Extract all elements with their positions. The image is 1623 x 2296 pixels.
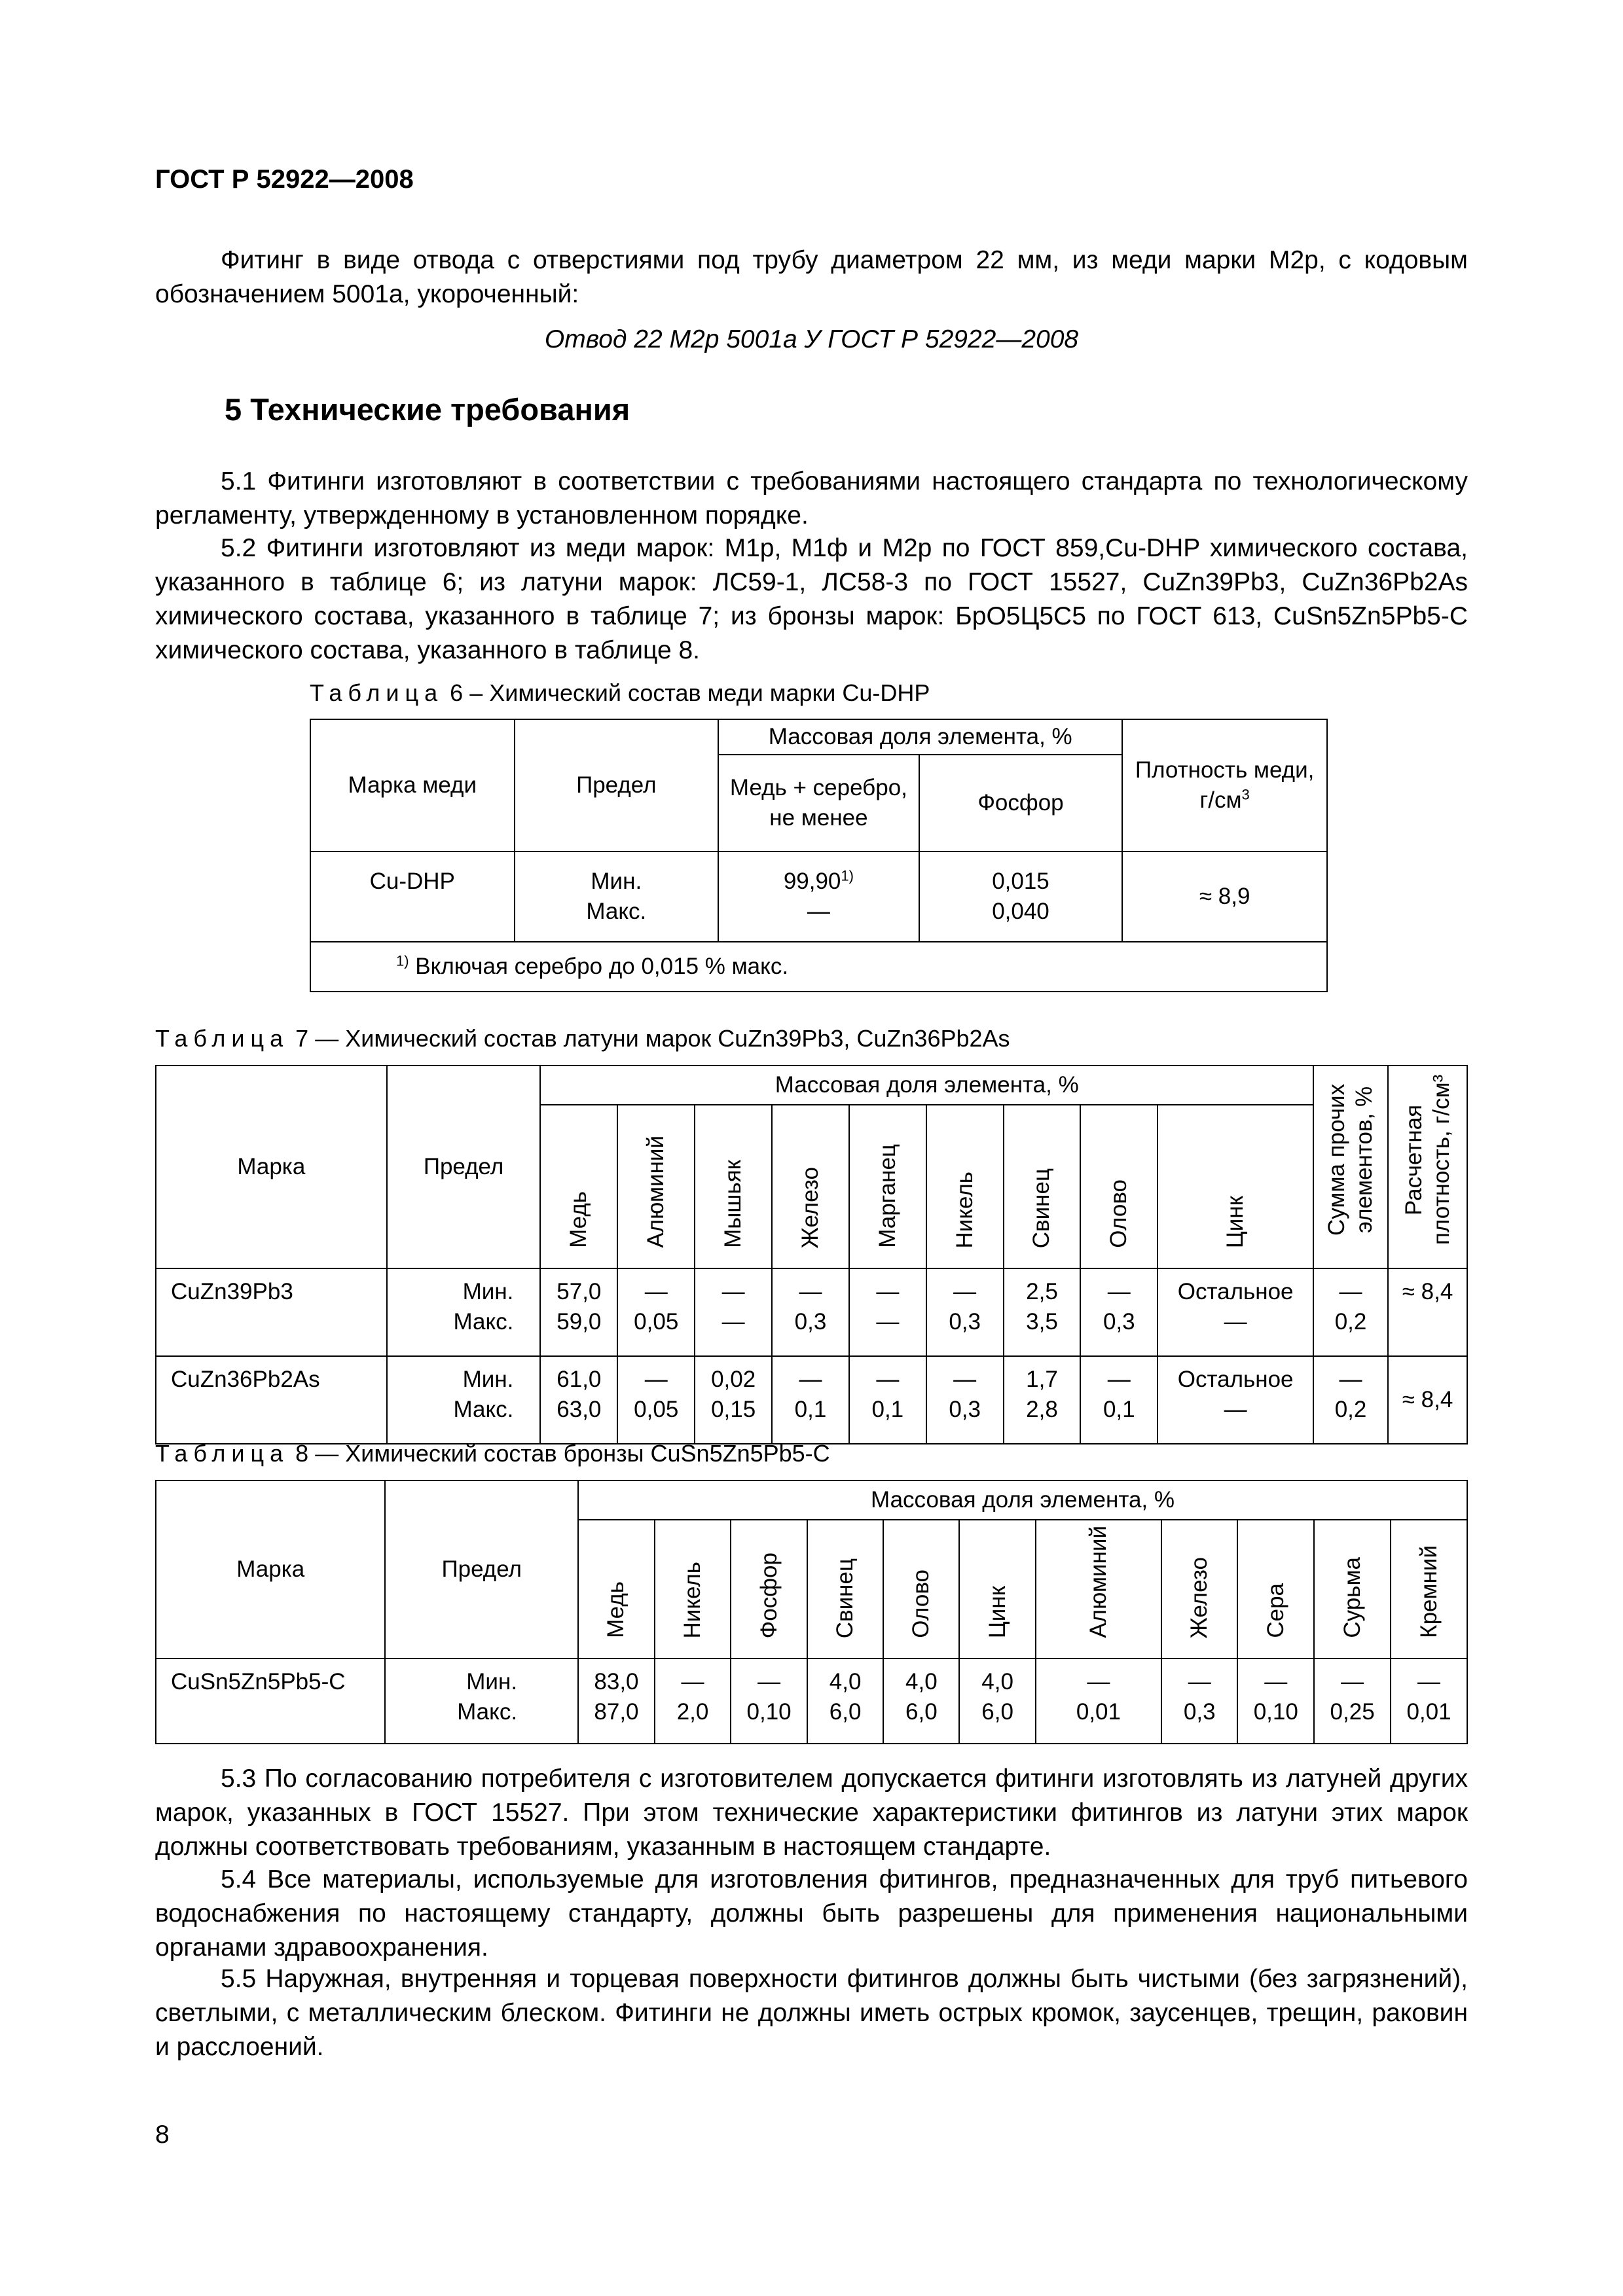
t8-col-0: Медь [578,1520,655,1659]
t8-col-7: Железо [1161,1520,1237,1659]
designation-example: Отвод 22 М2р 5001а У ГОСТ Р 52922—2008 [544,325,1079,353]
t6-p: 0,015 0,040 [919,852,1123,942]
t8-header-mass: Массовая доля элемента, % [578,1480,1467,1520]
table-7 [155,1065,1468,1444]
t7-r1-sum: — 0,2 [1313,1356,1388,1444]
t7-r0-limit: Мин. Макс. [387,1268,541,1356]
t8-col-6: Алюминий [1036,1520,1161,1659]
table-6 [310,719,1328,992]
t7-col-5: Никель [926,1105,1004,1268]
t7-col-7: Олово [1080,1105,1158,1268]
t8-c8: — 0,10 [1237,1659,1314,1744]
t7-header-grade: Марка [156,1066,387,1268]
t7-r0-c4: — — [849,1268,926,1356]
paragraph-5-4: 5.4 Все материалы, используемые для изготовления фитингов, предназначенных для труб питьевого водоснабжения по настоящему стандарту, должны быть разрешены для применения национальными органами здравоохранения. [155,1865,1468,1962]
t6-limit: Мин. Макс. [515,852,719,942]
t7-r0-c7: — 0,3 [1080,1268,1158,1356]
t6-header-density: Плотность меди, $г/см^3$ [1122,719,1327,852]
t6-footnote: $^{1)}$ Включая серебро до 0,015 % макс. [310,942,1327,992]
t7-r1-density: ≈ 8,4 [1388,1356,1467,1444]
t7-r0-c0: 57,0 59,0 [540,1268,617,1356]
t8-col-4: Олово [883,1520,959,1659]
t7-r1-c0: 61,0 63,0 [540,1356,617,1444]
t6-density: ≈ 8,9 [1122,852,1327,942]
table-row [156,1356,1467,1444]
paragraph-5-3: 5.3 По согласованию потребителя с изготовителем допускается фитинги изготовлять из латуней других марок, указанных в ГОСТ 15527. При этом технические характеристики фитингов из латуни этих марок должны соответствовать требованиям, указанным в настоящем стандарте. [155,1765,1468,1861]
t7-r0-c2: — — [695,1268,772,1356]
t8-grade: CuSn5Zn5Pb5-C [156,1659,385,1744]
t8-col-2: Фосфор [731,1520,807,1659]
t7-r0-c3: — 0,3 [772,1268,849,1356]
intro-paragraph: Фитинг в виде отвода с отверстиями под трубу диаметром 22 мм, из меди марки М2р, с кодовым обозначением 5001а, укороченный: [155,246,1468,308]
t7-header-sum-other: Сумма прочих элементов, % [1313,1066,1388,1268]
t6-grade: Cu-DHP [310,852,515,942]
t7-r1-c4: — 0,1 [849,1356,926,1444]
t7-r1-c1: — 0,05 [617,1356,695,1444]
table-row [156,1268,1467,1356]
document-code: ГОСТ Р 52922—2008 [155,165,414,194]
t7-r0-c5: — 0,3 [926,1268,1004,1356]
table6-caption: Таблица 6 – Химический состав меди марки Cu-DHP [310,679,930,706]
table-8 [155,1480,1468,1744]
t6-header-p: Фосфор [919,755,1123,852]
t8-c0: 83,0 87,0 [578,1659,655,1744]
table-row [156,1659,1467,1744]
paragraph-5-1: 5.1 Фитинги изготовляют в соответствии с требованиями настоящего стандарта по технологическому регламенту, утвержденному в установленном порядке. [155,467,1468,529]
t7-col-2: Мышьяк [695,1105,772,1268]
paragraph-5-5: 5.5 Наружная, внутренняя и торцевая поверхности фитингов должны быть чистыми (без загрязнений), светлыми, с металлическим блеском. Фитинги не должны иметь острых кромок, заусенцев, трещин, раковин и расслоений. [155,1965,1468,2061]
t7-r1-grade: CuZn36Pb2As [156,1356,387,1444]
t6-cu-ag: 99,90$^{1)}$ — [718,852,919,942]
t7-r1-limit: Мин. Макс. [387,1356,541,1444]
t8-col-1: Никель [655,1520,731,1659]
t8-c7: — 0,3 [1161,1659,1237,1744]
t7-header-density: Расчетная плотность, г/см³ [1388,1066,1467,1268]
paragraph-5-2: 5.2 Фитинги изготовляют из меди марок: М1р, М1ф и М2р по ГОСТ 859,Cu-DHP химического состава, указанного в таблице 6; из латуни марок: ЛС59-1, ЛС58-3 по ГОСТ 15527, CuZn39Pb3, CuZn36Pb2As химического состава, указанного в таблице 7; из бронзы марок: БрО5Ц5С5 по ГОСТ 613, CuSn5Zn5Pb5-C химического состава, указанного в таблице 8. [155,534,1468,664]
t7-r1-c3: — 0,1 [772,1356,849,1444]
page-number: 8 [155,2121,170,2149]
t7-col-4: Марганец [849,1105,926,1268]
t7-col-8: Цинк [1158,1105,1313,1268]
t7-header-mass: Массовая доля элемента, % [540,1066,1313,1105]
t7-r1-c8: Остальное — [1158,1356,1313,1444]
table8-caption: Таблица 8 — Химический состав бронзы CuSn5Zn5Pb5-C [155,1440,830,1467]
t7-r0-density: ≈ 8,4 [1388,1268,1467,1356]
t6-header-grade: Марка меди [310,719,515,852]
t8-header-grade: Марка [156,1480,385,1659]
t8-c5: 4,0 6,0 [959,1659,1035,1744]
t7-r1-c6: 1,7 2,8 [1004,1356,1081,1444]
t8-c6: — 0,01 [1036,1659,1161,1744]
t7-col-3: Железо [772,1105,849,1268]
t8-header-limit: Предел [385,1480,578,1659]
t8-col-10: Кремний [1391,1520,1467,1659]
t8-limit: Мин. Макс. [385,1659,578,1744]
t7-r0-c1: — 0,05 [617,1268,695,1356]
table7-caption: Таблица 7 — Химический состав латуни марок CuZn39Pb3, CuZn36Pb2As [155,1025,1010,1052]
t7-col-6: Свинец [1004,1105,1081,1268]
t7-r1-c2: 0,02 0,15 [695,1356,772,1444]
t7-col-1: Алюминий [617,1105,695,1268]
t7-r0-grade: CuZn39Pb3 [156,1268,387,1356]
t6-header-cu-ag: Медь + серебро, не менее [718,755,919,852]
t8-c9: — 0,25 [1314,1659,1391,1744]
t6-header-limit: Предел [515,719,719,852]
t8-col-9: Сурьма [1314,1520,1391,1659]
t8-c3: 4,0 6,0 [807,1659,883,1744]
t8-c1: — 2,0 [655,1659,731,1744]
t7-r0-c8: Остальное — [1158,1268,1313,1356]
t7-r1-c7: — 0,1 [1080,1356,1158,1444]
section-title: 5 Технические требования [225,392,630,427]
t6-header-mass: Массовая доля элемента, % [718,719,1122,755]
t8-col-5: Цинк [959,1520,1035,1659]
t7-r0-sum: — 0,2 [1313,1268,1388,1356]
t7-col-0: Медь [540,1105,617,1268]
t8-col-8: Сера [1237,1520,1314,1659]
t8-c2: — 0,10 [731,1659,807,1744]
t7-header-limit: Предел [387,1066,541,1268]
t7-r1-c5: — 0,3 [926,1356,1004,1444]
t8-col-3: Свинец [807,1520,883,1659]
t7-r0-c6: 2,5 3,5 [1004,1268,1081,1356]
t8-c4: 4,0 6,0 [883,1659,959,1744]
t8-c10: — 0,01 [1391,1659,1467,1744]
